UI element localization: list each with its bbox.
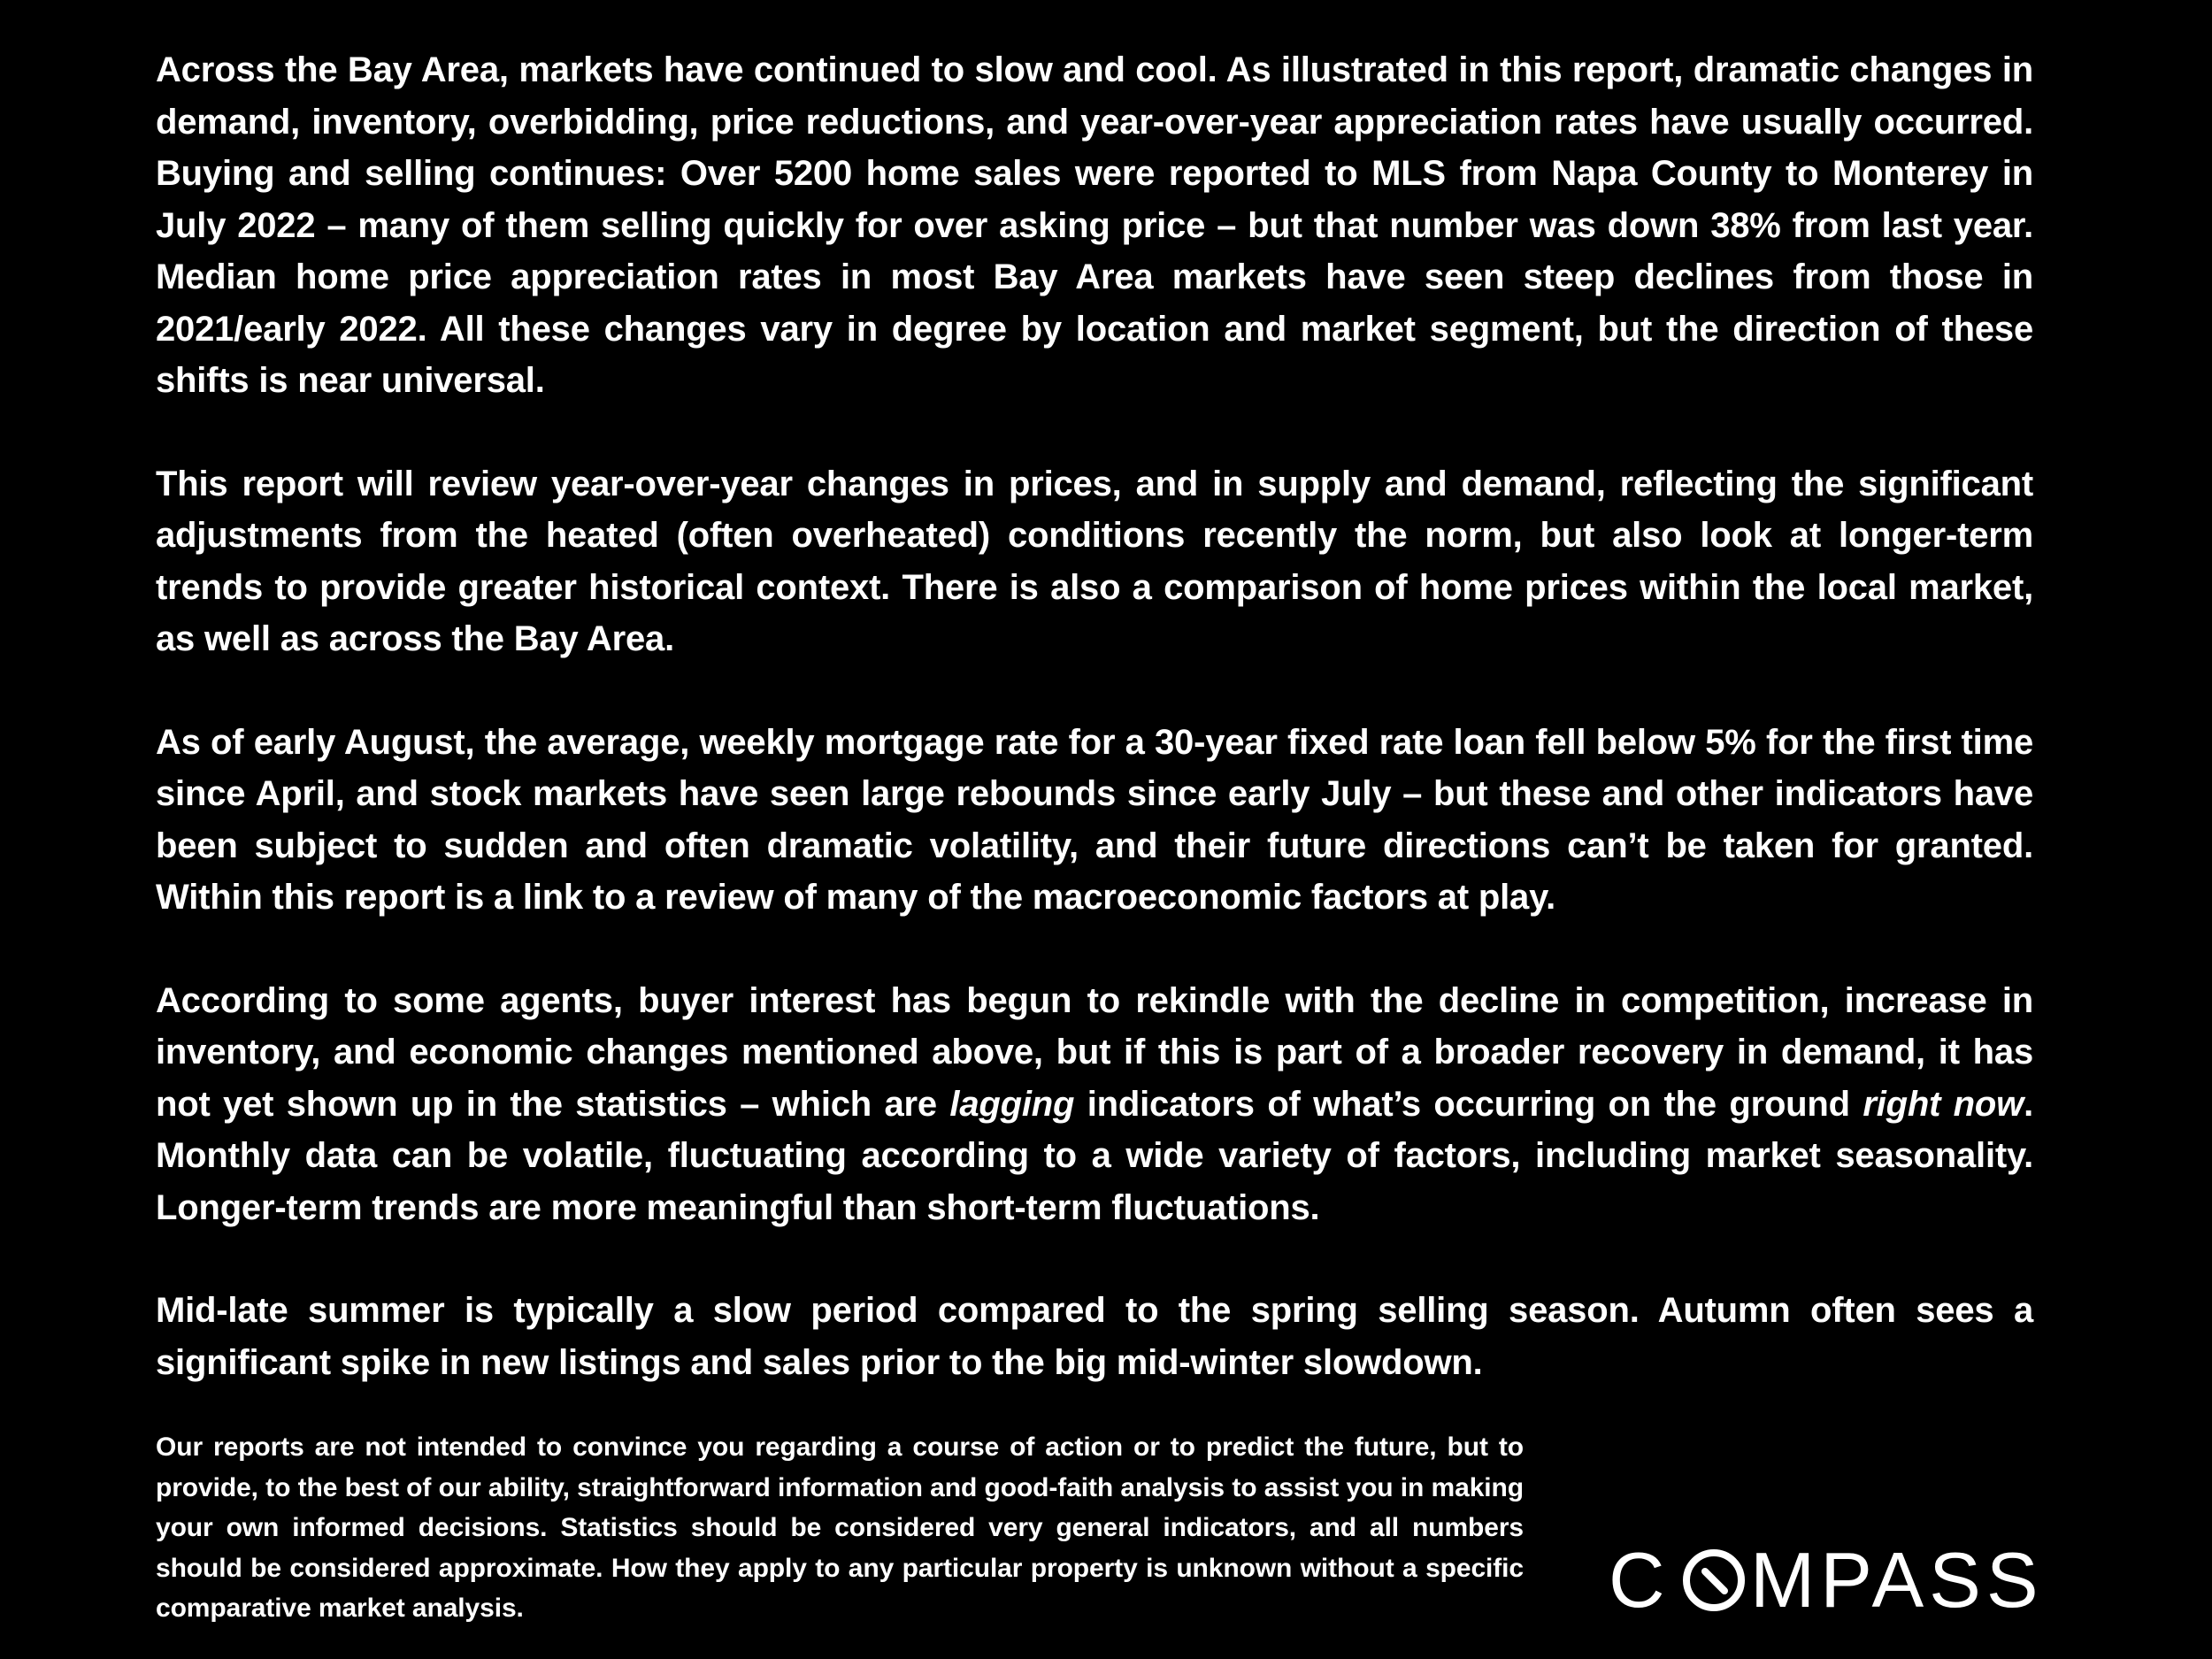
emphasized-text: right now <box>1863 1084 2024 1124</box>
logo-wordmark: MPASS <box>1750 1548 2044 1612</box>
compass-logo <box>1609 1548 2069 1612</box>
paragraph-report-scope <box>156 458 2033 665</box>
paragraph-buyer-interest <box>156 975 2033 1234</box>
paragraph-text: . Monthly data can be volatile, fluctuating according to a wide variety of factors, including market seasonality. Longer-term trends are more meaningful than short-term fluctuations. <box>156 1084 2033 1227</box>
paragraph-mortgage-rates <box>156 717 2033 924</box>
logo-letter-c: C <box>1609 1548 1671 1612</box>
paragraph-text: Across the Bay Area, markets have continued to slow and cool. As illustrated in this report, dramatic changes in demand, inventory, overbidding, price reductions, and year-over-year appreciation rates have usually occurred. Buying and selling continues: Over 5200 home sales were reported to MLS from Napa County to Monterey in July 2022 – many of them selling quickly for over asking price – but that number was down 38% from last year. Median home price appreciation rates in most Bay Area markets have seen steep declines from those in 2021/early 2022. All these changes vary in degree by location and market segment, but the direction of these shifts is near universal. <box>156 50 2033 400</box>
disclaimer: Our reports are not intended to convince you regarding a course of action or to predict the future, but to provide, to the best of our ability, straightforward information and good-faith analysis to assist you in making your own informed decisions. Statistics should be considered very general indicators, and all numbers should be considered approximate. How they apply to any particular property is unknown without a specific comparative market analysis. <box>156 1432 1524 1623</box>
compass-o-icon <box>1686 1553 1741 1608</box>
paragraph-seasonality <box>156 1285 2033 1388</box>
paragraph-text: According to some agents, buyer interest has begun to rekindle with the decline in competition, increase in inventory, and economic changes mentioned above, but if this is part of a broader recovery in demand, it has not yet shown up in the statistics – which are <box>156 980 2033 1124</box>
paragraph-market-overview <box>156 44 2033 407</box>
emphasized-text: lagging <box>949 1084 1075 1124</box>
paragraph-text: As of early August, the average, weekly mortgage rate for a 30-year fixed rate loan fell below 5% for the first time since April, and stock markets have seen large rebounds since early July – but these and other indicators have been subject to sudden and often dramatic volatility, and their future directions can’t be taken for granted. Within this report is a link to a review of many of the macroeconomic factors at play. <box>156 722 2033 917</box>
report-body <box>156 44 2033 1388</box>
paragraph-text: Mid-late summer is typically a slow period compared to the spring selling season. Autumn often sees a significant spike in new listings and sales prior to the big mid-winter slowdown. <box>156 1291 2033 1382</box>
paragraph-text: This report will review year-over-year changes in prices, and in supply and demand, reflecting the significant adjustments from the heated (often overheated) conditions recently the norm, but also look at longer-term trends to provide greater historical context. There is also a comparison of home prices within the local market, as well as across the Bay Area. <box>156 464 2033 658</box>
paragraph-text: indicators of what’s occurring on the ground <box>1074 1084 1863 1124</box>
